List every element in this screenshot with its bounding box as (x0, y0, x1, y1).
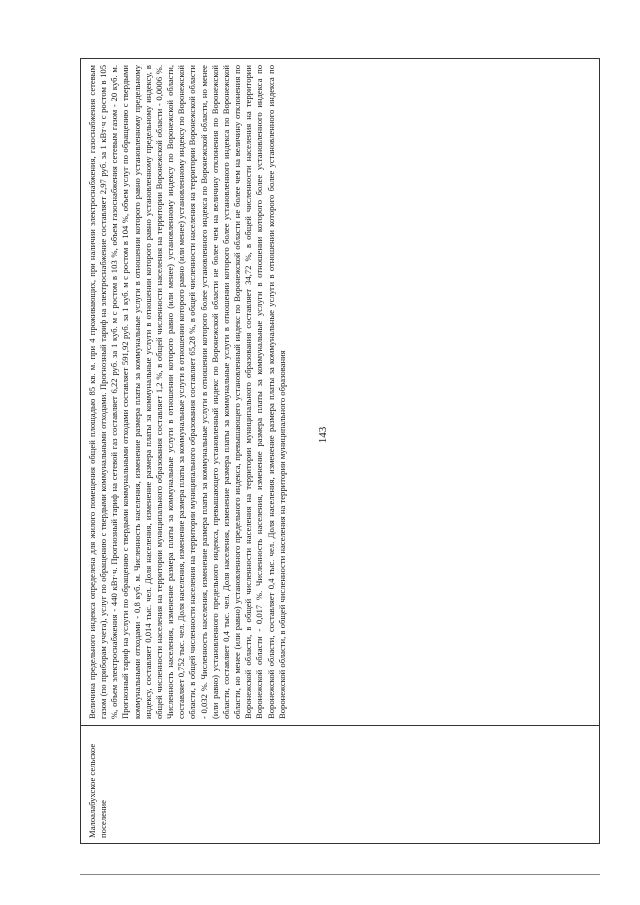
description-cell (81, 59, 599, 725)
settlement-name: Малоалабухское сельское поселение (87, 743, 108, 838)
settlement-cell (81, 725, 599, 843)
table (80, 58, 600, 844)
rotated-table-region (80, 58, 600, 844)
page-number: 143 (317, 426, 329, 444)
page-bottom-line (80, 874, 600, 876)
description-text: Величина предельного индекса определена для жилого помещения общей площадью 85 кв. м. при 4 проживающих, при наличии электроснабжения, газоснабжения сетевым газом (по приборам учета), услуг по обращению с твердыми коммунальными отходами. Прогнозный тариф на электроснабжение составляет 2,97 руб. за 1 кВт·ч с ростом в 105 %, объем электроснабжения - 440 кВт·ч. Прогнозный тариф на сетевой газ составляет 6,22 руб. за 1 куб. м с ростом в 103 %, объем газоснабжения сетевым газом - 20 куб. м. Прогнозный тариф на услуги по обращению с твердыми коммунальными отходами составляет 591,92 руб. за 1 куб. м с ростом в 104 %, объем услуг по обращению с твердыми коммунальными отходами - 0,8 куб. м. Численность населения, изменение размера платы за коммунальные услуги в отношении которого равно установленному предельному индексу, составляет 0,014 тыс. чел. Доля населения, изменение размера платы за коммунальные услуги в отношении которого равно установленному предельному индексу, в общей численности населения на территории муниципального образования составляет 1,2 %, в общей численности населения на территории Воронежской области - 0,0006 %. Численность населения, изменение размера платы за коммунальные услуги в отношении которого равно (или менее) установленному индексу по Воронежской области, составляет 0,752 тыс. чел. Доля населения, изменение размера платы за коммунальные услуги в отношении которого равно (или менее) установленному индексу по Воронежской области, в общей численности населения на территории муниципального образования составляет 65,28 %, в общей численности населения на территории Воронежской области - 0,032 %. Численность населения, изменение размера платы за коммунальные услуги в отношении которого более установленного индекса по Воронежской области, но менее (или равно) установленного предельного индекса, превышающего установленный индекс по Воронежской области не более чем на величину отклонения по Воронежской области, составляет 0,4 тыс. чел. Доля населения, изменение размера платы за коммунальные услуги в отношении которого более установленного индекса по Воронежской области, но менее (или равно) установленного предельного индекса, превышающего установленный индекс по Воронежской области не более чем на величину отклонения по Воронежской области, в общей численности населения на территории муниципального образования составляет 34,72 %, в общей численности населения на территории Воронежской области - 0,017 %. Численность населения, изменение размера платы за коммунальные услуги в отношении которого более установленного индекса по Воронежской области, составляет 0,4 тыс. чел. Доля населения, изменение размера платы за коммунальные услуги в отношении которого более установленного индекса по Воронежской области, в общей численности населения на территории муниципального образования (87, 65, 287, 719)
